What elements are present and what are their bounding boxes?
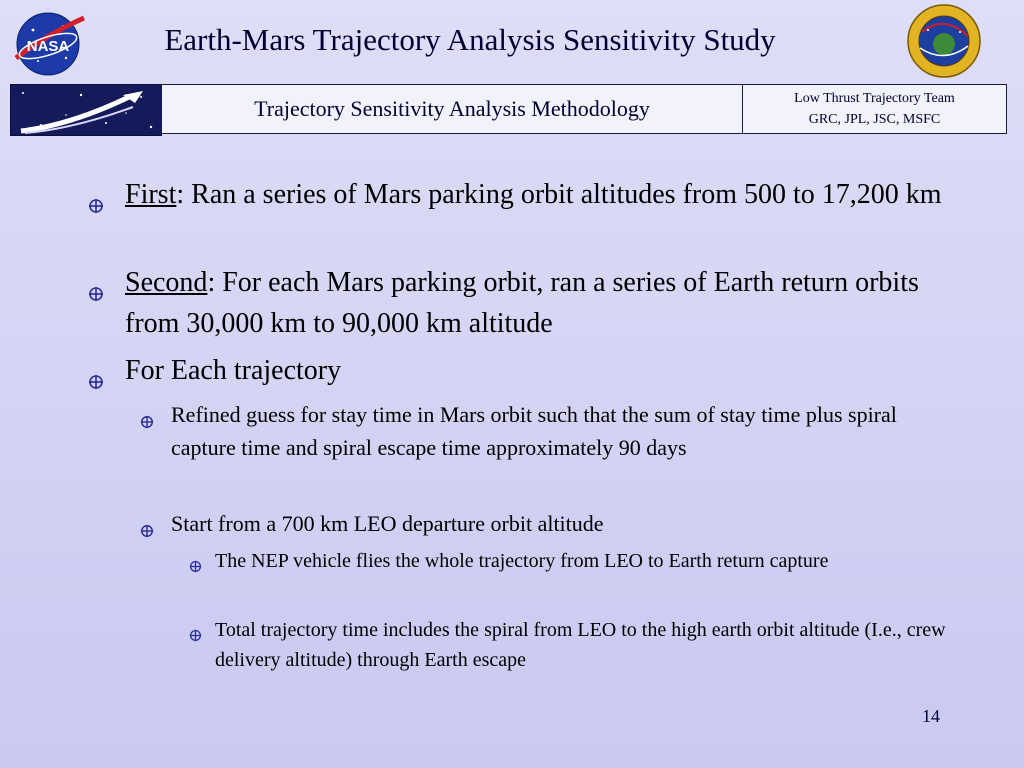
page-number: 14 <box>922 706 940 726</box>
bullet-marker-icon <box>140 405 154 438</box>
nasa-logo-text: NASA <box>26 38 70 55</box>
nasa-logo <box>8 6 90 78</box>
bullet-marker-icon <box>88 273 104 314</box>
sub-sub-bullet-total-time <box>215 615 955 675</box>
bullet-text: The NEP vehicle flies the whole trajectory from LEO to Earth return capture <box>215 550 829 572</box>
bullet-lead: First <box>125 179 177 210</box>
bullet-marker-icon <box>140 514 154 547</box>
team-box <box>742 84 1007 134</box>
division-seal-logo <box>888 2 1000 80</box>
bullet-lead: Second <box>125 267 208 298</box>
slide-title: Earth-Mars Trajectory Analysis Sensitivity Study <box>164 22 776 57</box>
bullet-marker-icon <box>189 621 202 651</box>
bullet-second <box>125 262 955 344</box>
bullet-text: Refined guess for stay time in Mars orbit such that the sum of stay time plus spiral capture time and spiral escape time approximately 90 days <box>171 402 897 460</box>
slide-subtitle: Trajectory Sensitivity Analysis Methodology <box>161 84 743 134</box>
bullet-text: Total trajectory time includes the spiral from LEO to the high earth orbit altitude (I.e., crew delivery altitude) through Earth escape <box>215 619 946 671</box>
bullet-first <box>125 174 955 215</box>
bullet-for-each <box>125 350 955 391</box>
bullet-marker-icon <box>189 552 202 582</box>
bullet-marker-icon <box>88 185 104 226</box>
sub-bullet-leo-departure <box>171 507 951 540</box>
header-banner <box>10 84 1006 134</box>
sub-bullet-stay-time <box>171 398 951 464</box>
bullet-marker-icon <box>88 361 104 402</box>
sub-sub-bullet-nep-vehicle <box>215 546 955 576</box>
bullet-text: For Each trajectory <box>125 355 342 386</box>
team-centers: GRC, JPL, JSC, MSFC <box>808 112 941 127</box>
team-name: Low Thrust Trajectory Team <box>794 91 955 106</box>
shuttle-banner-image <box>10 84 162 136</box>
bullet-text: : For each Mars parking orbit, ran a series of Earth return orbits from 30,000 km to 90,000 km altitude <box>125 267 919 339</box>
bullet-text: : Ran a series of Mars parking orbit altitudes from 500 to 17,200 km <box>176 179 942 210</box>
bullet-text: Start from a 700 km LEO departure orbit altitude <box>171 511 604 536</box>
